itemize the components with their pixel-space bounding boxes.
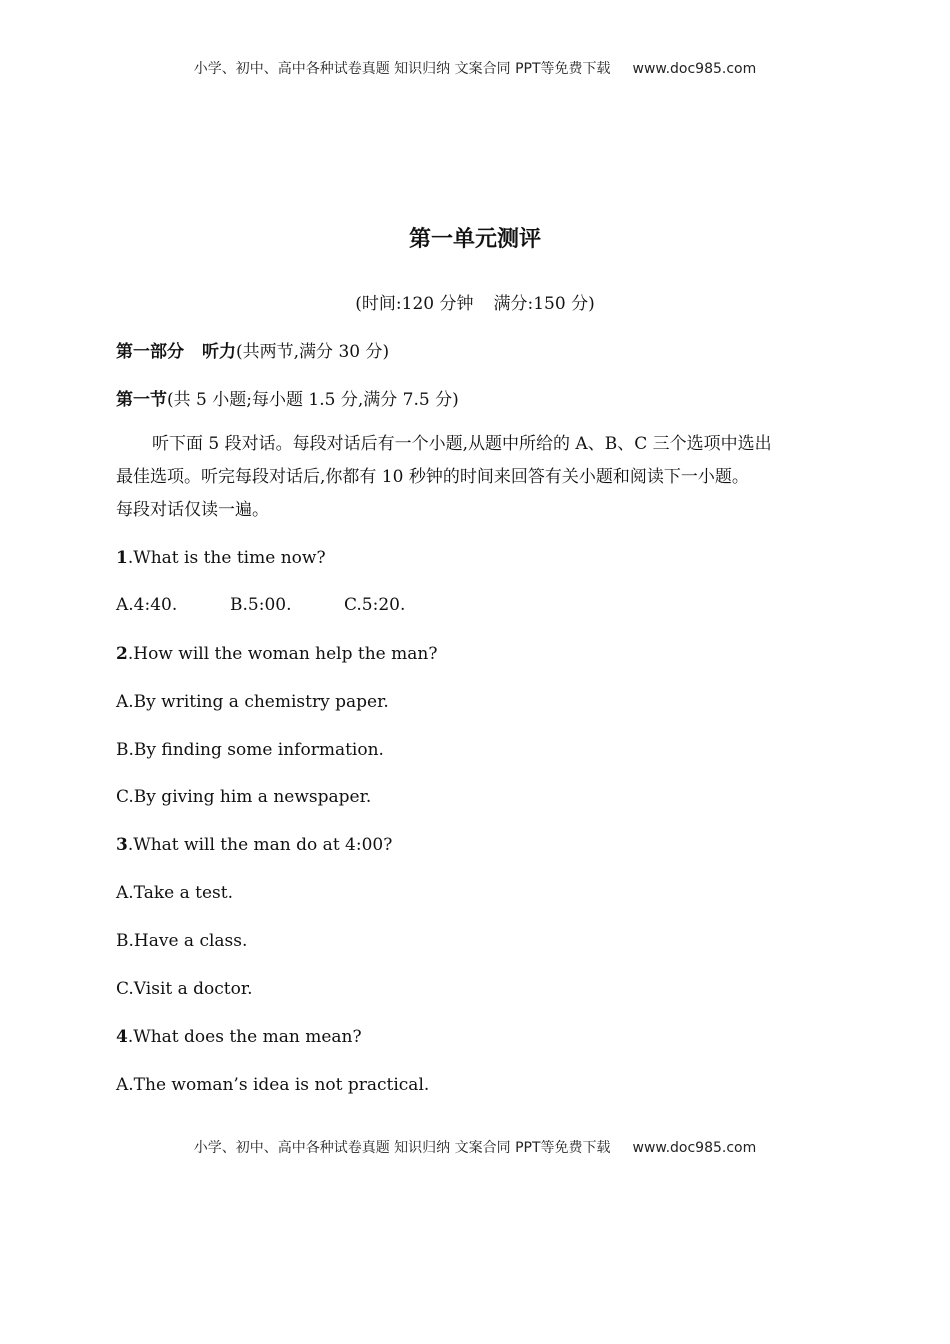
option-b: B.Have a class. bbox=[116, 931, 248, 951]
part-heading bbox=[116, 337, 389, 362]
page-header bbox=[0, 58, 950, 78]
question-number: 3 bbox=[116, 835, 128, 855]
option-a: A.Take a test. bbox=[116, 883, 233, 903]
instructions-line-1: 听下面 5 段对话。每段对话后有一个小题,从题中所给的 A、B、C 三个选项中选出 bbox=[152, 434, 772, 454]
option-a: A.By writing a chemistry paper. bbox=[116, 692, 389, 712]
question-3 bbox=[116, 835, 392, 855]
question-number: 1 bbox=[116, 548, 128, 568]
header-text: 小学、初中、高中各种试卷真题 知识归纳 文案合同 PPT等免费下载 bbox=[193, 61, 611, 77]
section-heading bbox=[116, 385, 459, 410]
section-detail: (共 5 小题;每小题 1.5 分,满分 7.5 分) bbox=[167, 390, 459, 410]
exam-time: (时间:120 分钟 bbox=[355, 294, 474, 314]
question-4 bbox=[116, 1027, 362, 1047]
part-detail: (共两节,满分 30 分) bbox=[236, 342, 390, 362]
option-c: C.By giving him a newspaper. bbox=[116, 787, 372, 807]
option-c: C.5:20. bbox=[344, 595, 406, 615]
header-site-link[interactable]: www.doc985.com bbox=[632, 61, 757, 77]
section-label: 第一节 bbox=[116, 390, 167, 410]
part-name: 听力 bbox=[202, 342, 236, 362]
option-c: C.Visit a doctor. bbox=[116, 979, 253, 999]
question-1-options bbox=[116, 595, 405, 615]
option-b: B.5:00. bbox=[230, 595, 292, 615]
option-a: A.4:40. bbox=[116, 595, 178, 615]
question-1 bbox=[116, 548, 326, 568]
instructions-line-2: 最佳选项。听完每段对话后,你都有 10 秒钟的时间来回答有关小题和阅读下一小题。 bbox=[116, 467, 749, 487]
page-footer bbox=[0, 1137, 950, 1157]
question-text: .What will the man do at 4:00? bbox=[127, 835, 393, 855]
exam-score: 满分:150 分) bbox=[493, 294, 595, 314]
question-2 bbox=[116, 644, 437, 664]
question-text: .What does the man mean? bbox=[127, 1027, 362, 1047]
question-number: 4 bbox=[116, 1027, 128, 1047]
exam-info bbox=[0, 289, 950, 314]
instructions-paragraph bbox=[116, 428, 838, 527]
page-title: 第一单元测评 bbox=[408, 227, 541, 252]
question-text: .How will the woman help the man? bbox=[127, 644, 438, 664]
part-label: 第一部分 bbox=[116, 342, 184, 362]
option-b: B.By finding some information. bbox=[116, 740, 384, 760]
footer-text: 小学、初中、高中各种试卷真题 知识归纳 文案合同 PPT等免费下载 bbox=[193, 1140, 611, 1156]
question-number: 2 bbox=[116, 644, 128, 664]
option-a: A.The woman’s idea is not practical. bbox=[116, 1075, 430, 1095]
question-text: .What is the time now? bbox=[127, 548, 326, 568]
instructions-line-3: 每段对话仅读一遍。 bbox=[116, 500, 269, 520]
footer-site-link[interactable]: www.doc985.com bbox=[632, 1140, 757, 1156]
